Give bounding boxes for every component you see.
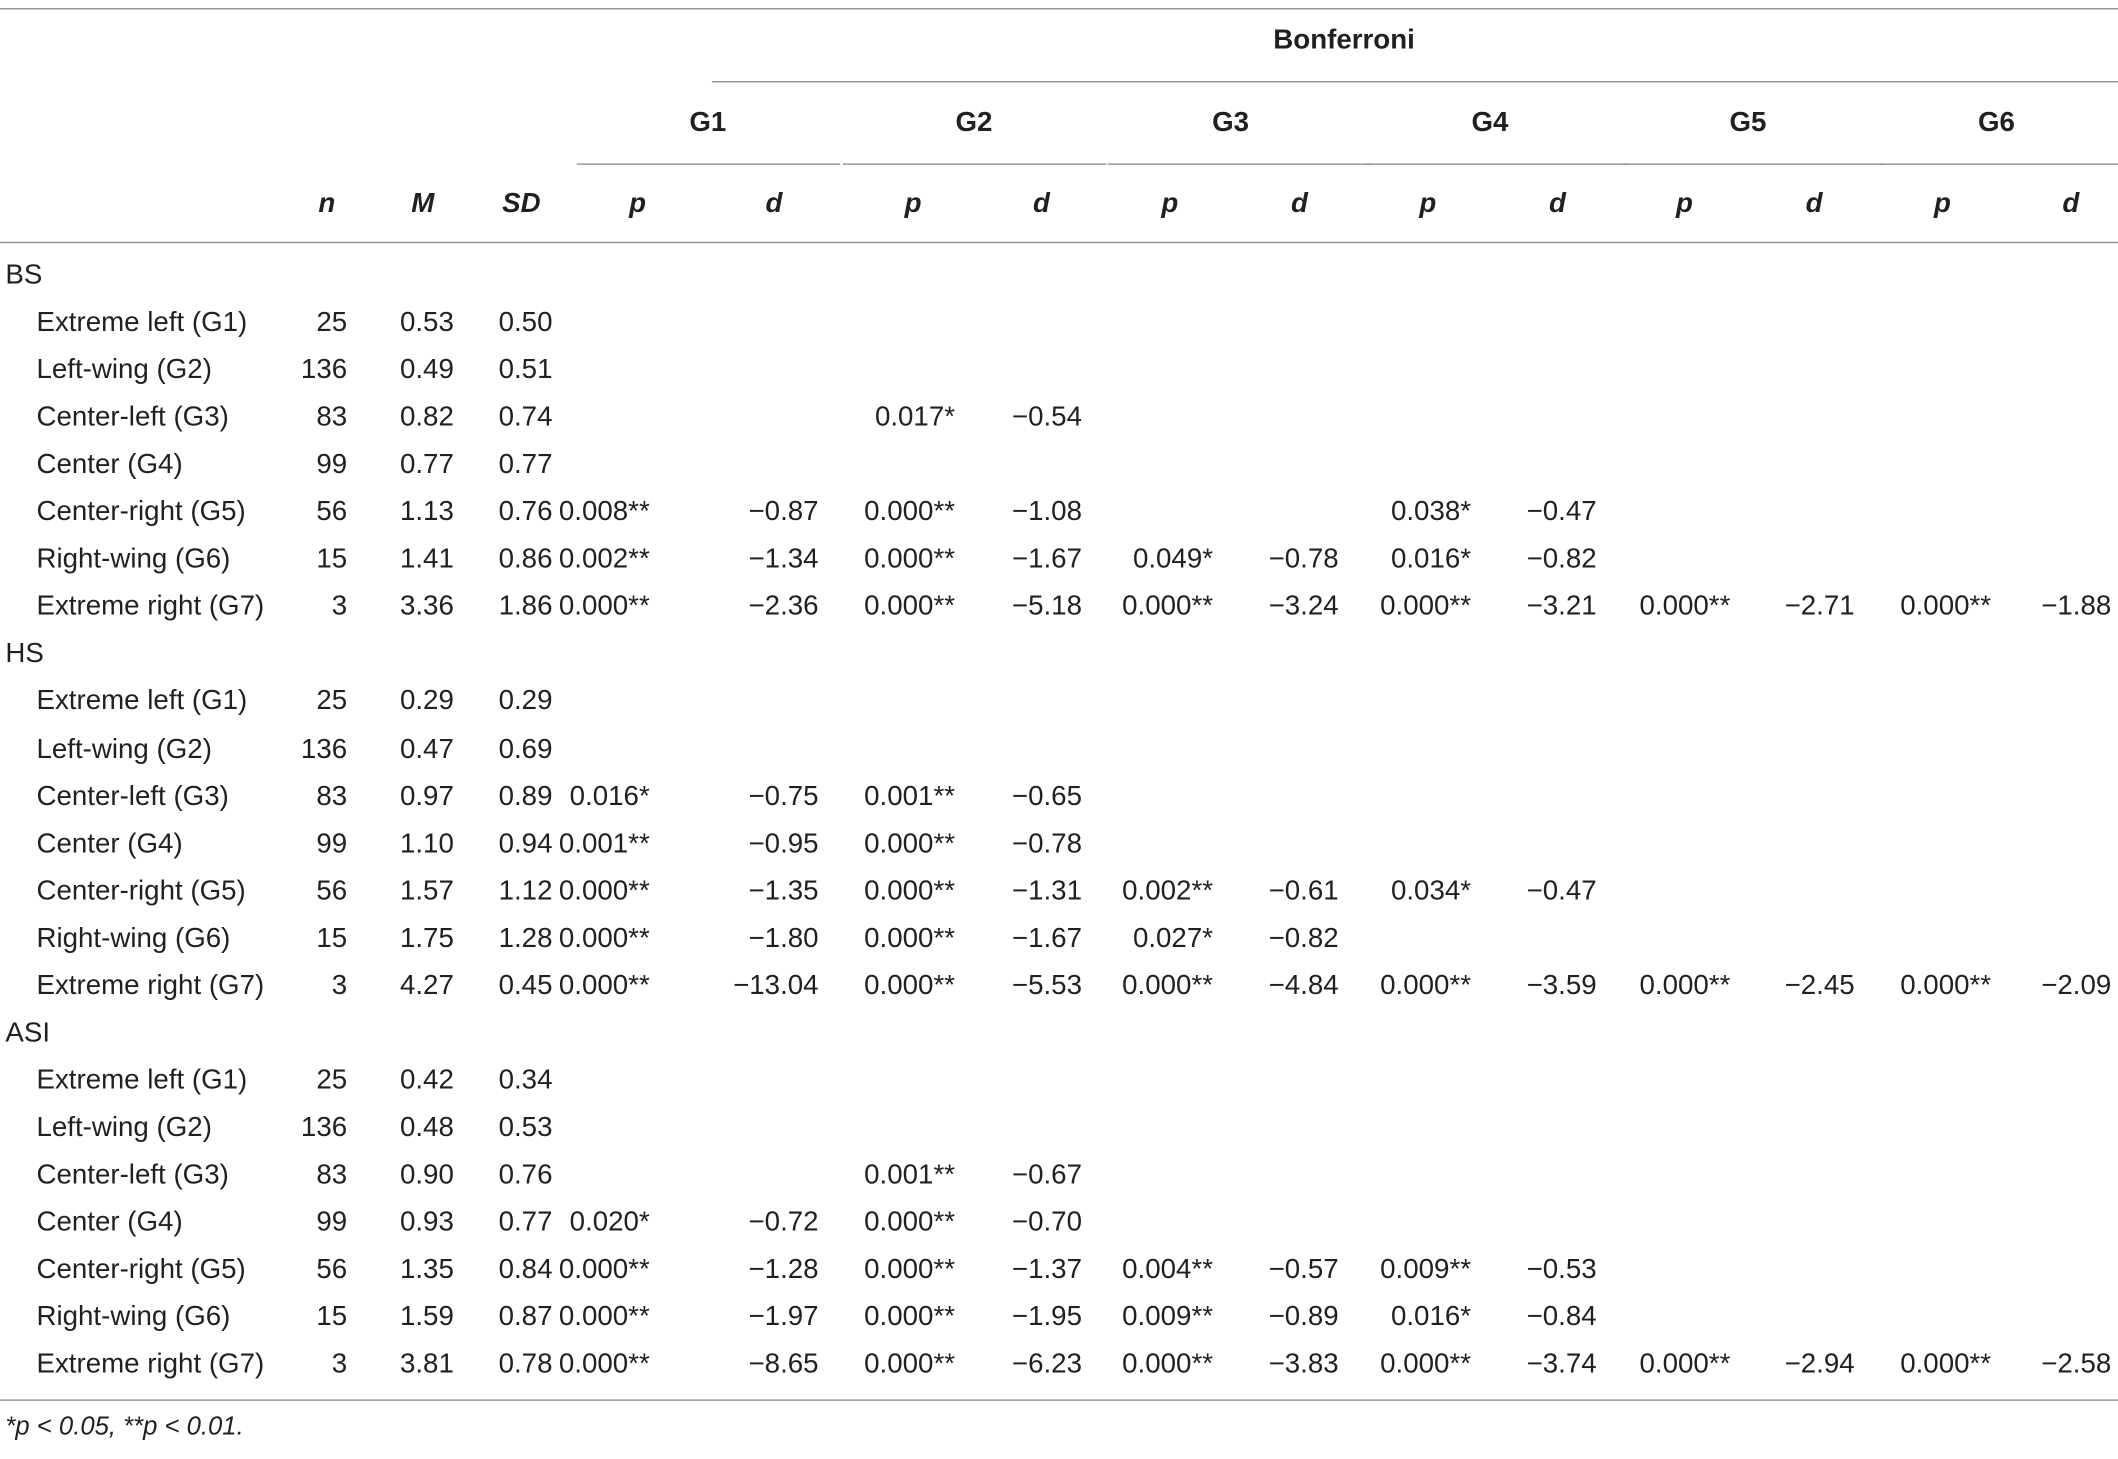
- cell-m: 0.49: [399, 354, 454, 386]
- row-label: Center (G4): [36, 827, 183, 859]
- cell-d-g5: −2.45: [1784, 969, 1855, 1001]
- cell-sd: 0.53: [498, 1111, 553, 1143]
- cell-n: 56: [316, 1253, 348, 1285]
- group-rule-5: [1622, 163, 1885, 164]
- row-label: Left-wing (G2): [36, 732, 212, 764]
- cell-p-g4: 0.038*: [1390, 496, 1472, 528]
- cell-sd: 0.84: [498, 1253, 553, 1285]
- cell-d-g1: −1.34: [748, 543, 819, 575]
- cell-p-g4: 0.000**: [1380, 969, 1472, 1001]
- cell-m: 1.59: [399, 1300, 454, 1333]
- section-label-bs: BS: [5, 259, 43, 291]
- cell-m: 3.81: [399, 1348, 454, 1380]
- cell-n: 3: [331, 969, 348, 1001]
- d-header-g4: d: [1549, 187, 1566, 219]
- cell-d-g2: −1.67: [1011, 543, 1082, 575]
- bonferroni-header: Bonferroni: [1273, 24, 1415, 56]
- d-header-g3: d: [1291, 187, 1308, 219]
- cell-p-g1: 0.000**: [558, 1253, 650, 1285]
- cell-d-g3: −3.83: [1268, 1348, 1339, 1380]
- row-label: Right-wing (G6): [36, 922, 231, 954]
- cell-p-g5: 0.000**: [1639, 1348, 1731, 1380]
- cell-n: 25: [316, 685, 348, 717]
- cell-d-g4: −3.21: [1526, 590, 1597, 622]
- cell-p-g4: 0.000**: [1380, 590, 1472, 622]
- cell-p-g2: 0.017*: [874, 401, 956, 433]
- d-header-g6: d: [2062, 187, 2080, 219]
- cell-p-g5: 0.000**: [1639, 590, 1731, 622]
- cell-p-g1: 0.008**: [558, 496, 650, 528]
- cell-n: 15: [316, 922, 348, 954]
- cell-d-g2: −1.37: [1011, 1253, 1082, 1285]
- cell-p-g2: 0.000**: [864, 1300, 956, 1333]
- cell-d-g4: −3.59: [1526, 969, 1597, 1001]
- cell-m: 1.75: [399, 922, 454, 954]
- cell-d-g3: −0.82: [1268, 922, 1339, 954]
- cell-p-g2: 0.001**: [864, 1158, 956, 1190]
- cell-d-g3: −0.89: [1268, 1300, 1339, 1333]
- cell-p-g2: 0.000**: [864, 827, 956, 859]
- cell-d-g2: −0.78: [1011, 827, 1082, 859]
- cell-m: 0.48: [399, 1111, 454, 1143]
- p-header-g5: p: [1675, 187, 1693, 219]
- cell-m: 3.36: [399, 590, 454, 622]
- d-header-g1: d: [765, 187, 783, 219]
- cell-sd: 0.45: [498, 969, 553, 1001]
- cell-p-g2: 0.000**: [864, 1253, 956, 1285]
- stat-header-n: n: [318, 187, 336, 219]
- cell-m: 0.82: [399, 401, 454, 433]
- cell-p-g4: 0.000**: [1380, 1348, 1472, 1380]
- cell-d-g1: −1.35: [748, 874, 819, 906]
- cell-p-g1: 0.000**: [558, 874, 650, 906]
- cell-n: 15: [316, 543, 348, 575]
- cell-d-g4: −0.53: [1526, 1253, 1597, 1285]
- cell-d-g1: −13.04: [733, 969, 819, 1001]
- p-header-g6: p: [1933, 187, 1951, 219]
- cell-m: 0.53: [399, 306, 454, 338]
- cell-d-g1: −0.72: [748, 1206, 819, 1238]
- cell-n: 136: [300, 354, 348, 386]
- cell-p-g1: 0.020*: [569, 1206, 650, 1238]
- cell-sd: 1.28: [498, 922, 553, 954]
- cell-m: 0.97: [399, 780, 454, 812]
- cell-d-g3: −0.78: [1268, 543, 1339, 575]
- row-label: Center-right (G5): [36, 874, 246, 906]
- cell-sd: 0.29: [498, 685, 553, 717]
- top-rule: [0, 8, 2118, 9]
- cell-p-g1: 0.000**: [558, 590, 650, 622]
- cell-d-g2: −6.23: [1011, 1348, 1082, 1380]
- cell-d-g2: −1.08: [1011, 496, 1082, 528]
- cell-d-g3: −0.61: [1268, 874, 1339, 906]
- cell-p-g4: 0.016*: [1390, 1300, 1472, 1333]
- cell-n: 56: [316, 874, 348, 906]
- cell-m: 1.41: [399, 543, 454, 575]
- cell-p-g2: 0.000**: [864, 922, 956, 954]
- cell-d-g1: −2.36: [748, 590, 819, 622]
- row-label: Extreme right (G7): [36, 1348, 265, 1380]
- row-label: Extreme left (G1): [36, 306, 248, 338]
- row-label: Center-right (G5): [36, 496, 246, 528]
- cell-n: 136: [300, 1111, 348, 1143]
- cell-p-g2: 0.000**: [864, 543, 956, 575]
- cell-d-g1: −8.65: [748, 1348, 819, 1380]
- cell-sd: 0.76: [498, 496, 553, 528]
- section-label-asi: ASI: [5, 1016, 51, 1048]
- p-header-g4: p: [1419, 187, 1437, 219]
- cell-m: 0.93: [399, 1206, 454, 1238]
- row-label: Right-wing (G6): [36, 1300, 231, 1333]
- cell-d-g2: −5.18: [1011, 590, 1082, 622]
- row-label: Center (G4): [36, 448, 183, 480]
- cell-p-g3: 0.002**: [1122, 874, 1214, 906]
- row-label: Center-right (G5): [36, 1253, 246, 1285]
- cell-p-g1: 0.000**: [558, 969, 650, 1001]
- stat-header-sd: SD: [502, 187, 541, 219]
- cell-d-g6: −2.09: [2041, 969, 2112, 1001]
- cell-sd: 0.77: [498, 448, 553, 480]
- cell-p-g4: 0.034*: [1390, 874, 1472, 906]
- cell-m: 0.42: [399, 1064, 454, 1096]
- row-label: Left-wing (G2): [36, 354, 212, 386]
- cell-m: 1.57: [399, 874, 454, 906]
- group-rule-3: [1108, 163, 1371, 164]
- cell-sd: 0.34: [498, 1064, 553, 1096]
- cell-sd: 0.51: [498, 354, 553, 386]
- footnote: *p < 0.05, **p < 0.01.: [5, 1412, 244, 1442]
- cell-p-g3: 0.000**: [1122, 1348, 1214, 1380]
- cell-n: 99: [316, 448, 348, 480]
- cell-p-g6: 0.000**: [1900, 969, 1992, 1001]
- group-rule-4: [1366, 163, 1629, 164]
- cell-d-g4: −0.47: [1526, 874, 1597, 906]
- bonferroni-rule: [712, 81, 2118, 82]
- cell-d-g5: −2.94: [1784, 1348, 1855, 1380]
- group-header-1: G1: [689, 106, 727, 138]
- cell-p-g4: 0.016*: [1390, 543, 1472, 575]
- row-label: Extreme left (G1): [36, 685, 248, 717]
- cell-sd: 0.89: [498, 780, 553, 812]
- cell-d-g1: −0.75: [748, 780, 819, 812]
- p-header-g3: p: [1161, 187, 1179, 219]
- cell-m: 4.27: [399, 969, 454, 1001]
- cell-d-g1: −1.80: [748, 922, 819, 954]
- cell-sd: 0.87: [498, 1300, 553, 1333]
- cell-d-g2: −0.54: [1011, 401, 1082, 433]
- cell-d-g4: −0.47: [1526, 496, 1597, 528]
- cell-d-g3: −4.84: [1268, 969, 1339, 1001]
- cell-p-g1: 0.000**: [558, 1348, 650, 1380]
- cell-n: 56: [316, 496, 348, 528]
- cell-p-g3: 0.049*: [1132, 543, 1214, 575]
- cell-p-g6: 0.000**: [1900, 1348, 1992, 1380]
- cell-d-g2: −1.95: [1011, 1300, 1082, 1333]
- cell-d-g3: −0.57: [1268, 1253, 1339, 1285]
- p-header-g2: p: [904, 187, 922, 219]
- cell-p-g3: 0.004**: [1122, 1253, 1214, 1285]
- cell-d-g1: −0.87: [748, 496, 819, 528]
- d-header-g5: d: [1805, 187, 1823, 219]
- cell-p-g5: 0.000**: [1639, 969, 1731, 1001]
- cell-n: 25: [316, 306, 348, 338]
- cell-d-g2: −5.53: [1011, 969, 1082, 1001]
- cell-p-g3: 0.000**: [1122, 969, 1214, 1001]
- cell-sd: 1.12: [498, 874, 553, 906]
- cell-sd: 0.78: [498, 1348, 553, 1380]
- p-header-g1: p: [629, 187, 647, 219]
- group-header-2: G2: [955, 106, 993, 138]
- cell-sd: 1.86: [498, 590, 553, 622]
- cell-p-g6: 0.000**: [1900, 590, 1992, 622]
- cell-d-g6: −2.58: [2041, 1348, 2112, 1380]
- cell-n: 83: [316, 780, 348, 812]
- cell-sd: 0.50: [498, 306, 553, 338]
- cell-p-g2: 0.000**: [864, 496, 956, 528]
- cell-m: 1.13: [399, 496, 454, 528]
- cell-p-g2: 0.000**: [864, 1348, 956, 1380]
- cell-m: 0.47: [399, 732, 454, 764]
- cell-sd: 0.94: [498, 827, 553, 859]
- cell-m: 1.35: [399, 1253, 454, 1285]
- cell-n: 99: [316, 827, 348, 859]
- cell-p-g3: 0.000**: [1122, 590, 1214, 622]
- cell-p-g2: 0.000**: [864, 590, 956, 622]
- cell-m: 1.10: [399, 827, 454, 859]
- section-label-hs: HS: [5, 638, 44, 670]
- cell-p-g1: 0.016*: [569, 780, 650, 812]
- cell-n: 136: [300, 732, 348, 764]
- row-label: Extreme right (G7): [36, 969, 265, 1001]
- group-header-4: G4: [1471, 106, 1509, 138]
- group-rule-2: [843, 163, 1106, 164]
- row-label: Right-wing (G6): [36, 543, 231, 575]
- cell-sd: 0.74: [498, 401, 553, 433]
- cell-p-g1: 0.002**: [558, 543, 650, 575]
- cell-d-g4: −0.82: [1526, 543, 1597, 575]
- cell-p-g1: 0.001**: [558, 827, 650, 859]
- cell-d-g4: −0.84: [1526, 1300, 1597, 1333]
- cell-d-g4: −3.74: [1526, 1348, 1597, 1380]
- cell-n: 3: [331, 590, 348, 622]
- row-label: Extreme left (G1): [36, 1064, 248, 1096]
- group-header-3: G3: [1212, 106, 1250, 138]
- cell-d-g2: −0.67: [1011, 1158, 1082, 1190]
- cell-d-g3: −3.24: [1268, 590, 1339, 622]
- group-header-5: G5: [1729, 106, 1767, 138]
- group-header-6: G6: [1977, 106, 2015, 138]
- cell-n: 25: [316, 1064, 348, 1096]
- row-label: Left-wing (G2): [36, 1111, 212, 1143]
- cell-sd: 0.77: [498, 1206, 553, 1238]
- cell-d-g1: −0.95: [748, 827, 819, 859]
- cell-m: 0.90: [399, 1158, 454, 1190]
- stat-header-m: M: [411, 187, 435, 219]
- cell-n: 3: [331, 1348, 348, 1380]
- cell-p-g4: 0.009**: [1380, 1253, 1472, 1285]
- cell-d-g5: −2.71: [1784, 590, 1855, 622]
- cell-d-g2: −0.70: [1011, 1206, 1082, 1238]
- row-label: Center (G4): [36, 1206, 183, 1238]
- cell-p-g3: 0.009**: [1122, 1300, 1214, 1333]
- cell-sd: 0.86: [498, 543, 553, 575]
- group-rule-6: [1879, 163, 2118, 164]
- cell-d-g1: −1.28: [748, 1253, 819, 1285]
- cell-d-g2: −1.67: [1011, 922, 1082, 954]
- group-rule-1: [577, 163, 840, 164]
- cell-sd: 0.69: [498, 732, 553, 764]
- cell-d-g6: −1.88: [2041, 590, 2112, 622]
- row-label: Extreme right (G7): [36, 590, 265, 622]
- d-header-g2: d: [1033, 187, 1050, 219]
- cell-m: 0.29: [399, 685, 454, 717]
- cell-d-g2: −0.65: [1011, 780, 1082, 812]
- cell-n: 99: [316, 1206, 348, 1238]
- cell-n: 83: [316, 1158, 348, 1190]
- cell-sd: 0.76: [498, 1158, 553, 1190]
- cell-p-g2: 0.000**: [864, 874, 956, 906]
- bottom-rule: [0, 1399, 2118, 1400]
- row-label: Center-left (G3): [36, 1158, 229, 1190]
- row-label: Center-left (G3): [36, 780, 229, 812]
- cell-p-g2: 0.000**: [864, 1206, 956, 1238]
- cell-d-g2: −1.31: [1011, 874, 1082, 906]
- header-rule: [0, 242, 2118, 243]
- row-label: Center-left (G3): [36, 401, 229, 433]
- cell-n: 15: [316, 1300, 348, 1333]
- cell-n: 83: [316, 401, 348, 433]
- cell-p-g1: 0.000**: [558, 922, 650, 954]
- cell-p-g1: 0.000**: [558, 1300, 650, 1333]
- cell-m: 0.77: [399, 448, 454, 480]
- cell-p-g3: 0.027*: [1132, 922, 1214, 954]
- cell-d-g1: −1.97: [748, 1300, 819, 1333]
- cell-p-g2: 0.000**: [864, 969, 956, 1001]
- cell-p-g2: 0.001**: [864, 780, 956, 812]
